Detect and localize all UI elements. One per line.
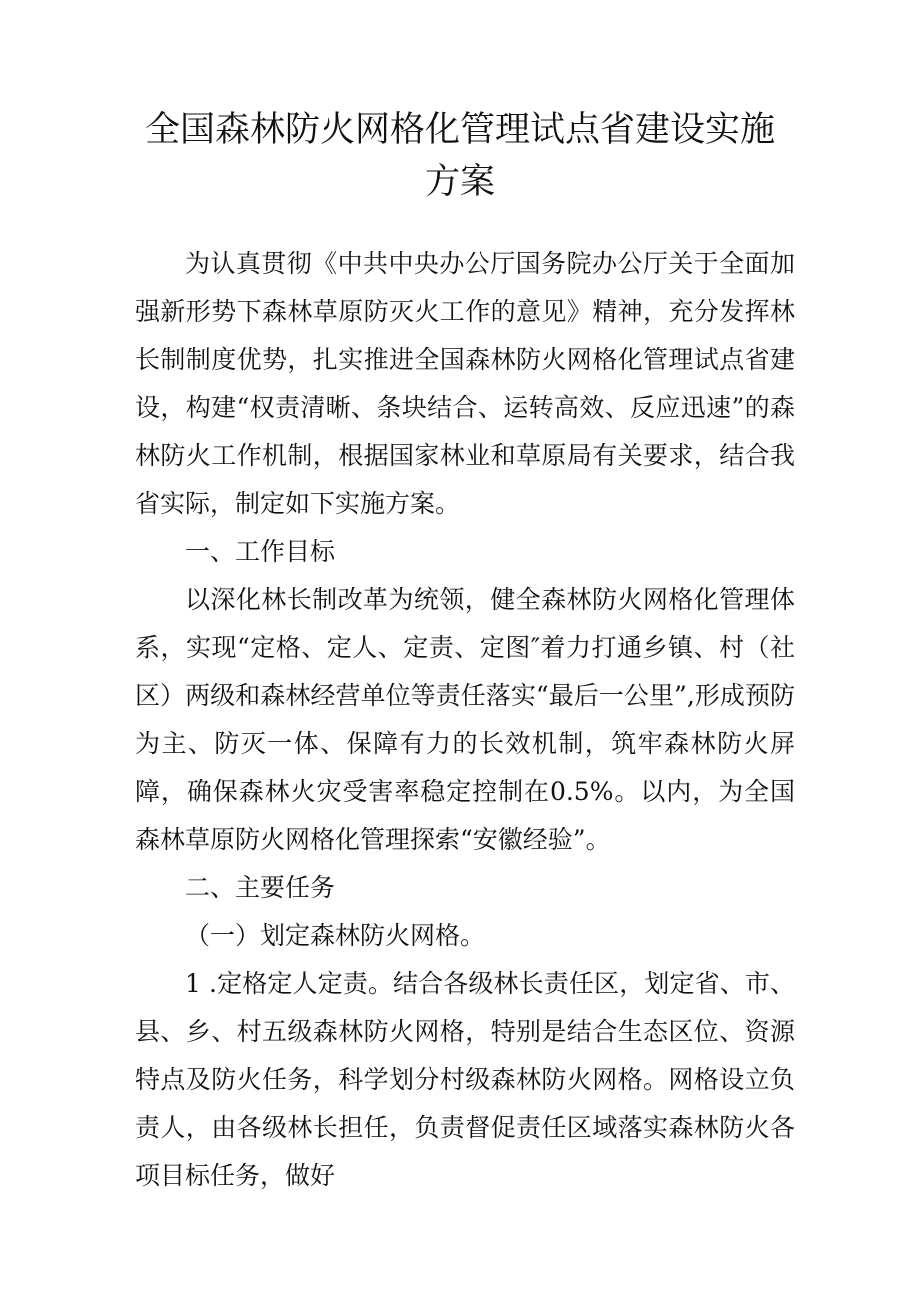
intro-paragraph: 为认真贯彻《中共中央办公厅国务院办公厅关于全面加强新形势下森林草原防灭火工作的意见》精神，充分发挥林长制制度优势，扎实推进全国森林防火网格化管理试点省建设，构建“权责清晰、条块结合、运转高效、反应迅速”的森林防火工作机制，根据国家林业和草原局有关要求，结合我省实际，制定如下实施方案。 <box>135 249 795 518</box>
document-title: 全国森林防火网格化管理试点省建设实施方案 <box>144 110 775 202</box>
goals-paragraph: 以深化林长制改革为统领，健全森林防火网格化管理体系，实现“定格、定人、定责、定图″着力打通乡镇、村（社区）两级和森林经营单位等责任落实“最后一公里”,形成预防为主、防灭一体、保障有力的长效机制，筑牢森林防火屏障，确保森林火灾受害率稳定控制在0.5%。以内，为全国森林草原防火网格化管理探索“安徽经验”。 <box>135 585 795 854</box>
task-item-paragraph: 1 .定格定人定责。结合各级林长责任区，划定省、市、县、乡、村五级森林防火网格，特别是结合生态区位、资源特点及防火任务，科学划分村级森林防火网格。网格设立负责人，由各级林长担任，负责督促责任区域落实森林防火各项目标任务，做好 <box>135 969 795 1190</box>
document-body <box>135 240 795 1200</box>
subsection-heading-grid: （一）划定森林防火网格。 <box>185 921 486 950</box>
section-heading-goals: 一、工作目标 <box>185 537 336 566</box>
section-heading-tasks: 二、主要任务 <box>185 873 336 902</box>
